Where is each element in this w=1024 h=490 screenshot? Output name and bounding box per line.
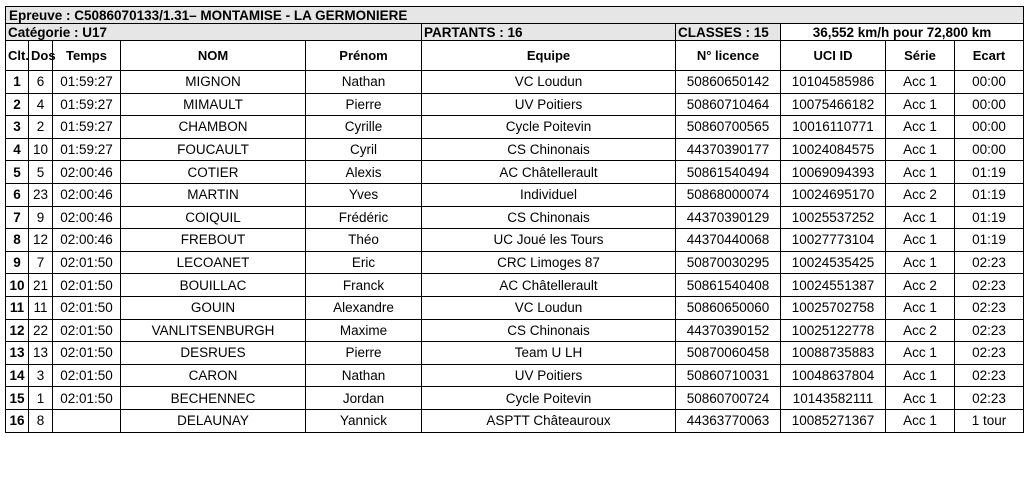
cell-serie: Acc 1 — [886, 342, 955, 365]
cell-ecart: 02:23 — [955, 342, 1024, 365]
cell-uci: 10027773104 — [781, 229, 886, 252]
table-row — [6, 409, 1024, 432]
cell-dos: 12 — [29, 229, 53, 252]
cell-uci: 10048637804 — [781, 364, 886, 387]
cell-ecart: 02:23 — [955, 296, 1024, 319]
cell-licence: 50860710031 — [676, 364, 781, 387]
cell-licence: 50861540494 — [676, 161, 781, 184]
cell-dos: 21 — [29, 274, 53, 297]
cell-nom: BECHENNEC — [121, 387, 306, 410]
cell-serie: Acc 2 — [886, 319, 955, 342]
cell-serie: Acc 1 — [886, 93, 955, 116]
table-row — [6, 387, 1024, 410]
cell-ecart: 00:00 — [955, 138, 1024, 161]
event-title-row — [6, 7, 1024, 24]
cell-uci: 10025537252 — [781, 206, 886, 229]
cell-uci: 10085271367 — [781, 409, 886, 432]
cell-licence: 44370390152 — [676, 319, 781, 342]
cell-equipe: AC Châtellerault — [422, 274, 676, 297]
cell-temps: 02:01:50 — [53, 364, 121, 387]
cell-nom: MIMAULT — [121, 93, 306, 116]
header-nom: NOM — [121, 41, 306, 71]
cell-clt: 1 — [6, 71, 29, 94]
event-title: Epreuve : C5086070133/1.31– MONTAMISE - LA GERMONIERE — [6, 7, 1024, 24]
cell-ecart: 00:00 — [955, 71, 1024, 94]
header-clt: Clt. — [6, 41, 29, 71]
cell-uci: 10088735883 — [781, 342, 886, 365]
cell-temps: 02:01:50 — [53, 296, 121, 319]
cell-nom: BOUILLAC — [121, 274, 306, 297]
cell-equipe: VC Loudun — [422, 71, 676, 94]
event-info-row — [6, 24, 1024, 41]
cell-nom: DELAUNAY — [121, 409, 306, 432]
cell-temps: 02:00:46 — [53, 161, 121, 184]
table-row — [6, 274, 1024, 297]
table-row — [6, 251, 1024, 274]
cell-licence: 50861540408 — [676, 274, 781, 297]
cell-prenom: Frédéric — [306, 206, 422, 229]
cell-licence: 50870060458 — [676, 342, 781, 365]
cell-equipe: Team U LH — [422, 342, 676, 365]
cell-temps: 02:01:50 — [53, 274, 121, 297]
cell-equipe: Individuel — [422, 183, 676, 206]
cell-nom: DESRUES — [121, 342, 306, 365]
cell-licence: 50868000074 — [676, 183, 781, 206]
header-equipe: Equipe — [422, 41, 676, 71]
cell-nom: MIGNON — [121, 71, 306, 94]
cell-temps: 01:59:27 — [53, 138, 121, 161]
cell-clt: 13 — [6, 342, 29, 365]
cell-serie: Acc 1 — [886, 71, 955, 94]
table-row — [6, 161, 1024, 184]
cell-serie: Acc 1 — [886, 364, 955, 387]
table-row — [6, 296, 1024, 319]
cell-equipe: ASPTT Châteauroux — [422, 409, 676, 432]
table-row — [6, 229, 1024, 252]
cell-clt: 3 — [6, 116, 29, 139]
cell-licence: 44370390129 — [676, 206, 781, 229]
cell-nom: GOUIN — [121, 296, 306, 319]
cell-dos: 22 — [29, 319, 53, 342]
speed-label: 36,552 km/h pour 72,800 km — [781, 24, 1024, 41]
cell-equipe: Cycle Poitevin — [422, 116, 676, 139]
cell-serie: Acc 1 — [886, 251, 955, 274]
cell-equipe: Cycle Poitevin — [422, 387, 676, 410]
results-table — [5, 6, 1024, 433]
cell-ecart: 02:23 — [955, 364, 1024, 387]
cell-licence: 44370440068 — [676, 229, 781, 252]
cell-dos: 13 — [29, 342, 53, 365]
cell-temps: 02:01:50 — [53, 319, 121, 342]
cell-dos: 1 — [29, 387, 53, 410]
classes-label: CLASSES : 15 — [676, 24, 781, 41]
cell-uci: 10143582111 — [781, 387, 886, 410]
cell-clt: 16 — [6, 409, 29, 432]
table-row — [6, 71, 1024, 94]
cell-dos: 11 — [29, 296, 53, 319]
cell-serie: Acc 1 — [886, 161, 955, 184]
cell-temps: 02:00:46 — [53, 183, 121, 206]
cell-clt: 15 — [6, 387, 29, 410]
cell-clt: 10 — [6, 274, 29, 297]
header-prenom: Prénom — [306, 41, 422, 71]
cell-prenom: Alexandre — [306, 296, 422, 319]
cell-equipe: CRC Limoges 87 — [422, 251, 676, 274]
header-uci: UCI ID — [781, 41, 886, 71]
cell-dos: 2 — [29, 116, 53, 139]
cell-equipe: CS Chinonais — [422, 319, 676, 342]
category-label: Catégorie : U17 — [6, 24, 422, 41]
cell-nom: FOUCAULT — [121, 138, 306, 161]
cell-prenom: Pierre — [306, 342, 422, 365]
cell-prenom: Franck — [306, 274, 422, 297]
partants-label: PARTANTS : 16 — [422, 24, 676, 41]
cell-nom: MARTIN — [121, 183, 306, 206]
results-sheet — [5, 6, 1023, 433]
cell-ecart: 00:00 — [955, 116, 1024, 139]
cell-prenom: Eric — [306, 251, 422, 274]
cell-prenom: Cyrille — [306, 116, 422, 139]
cell-dos: 9 — [29, 206, 53, 229]
cell-uci: 10016110771 — [781, 116, 886, 139]
cell-ecart: 02:23 — [955, 387, 1024, 410]
cell-dos: 3 — [29, 364, 53, 387]
table-row — [6, 206, 1024, 229]
cell-licence: 50870030295 — [676, 251, 781, 274]
cell-clt: 6 — [6, 183, 29, 206]
cell-serie: Acc 2 — [886, 183, 955, 206]
cell-ecart: 02:23 — [955, 319, 1024, 342]
cell-prenom: Maxime — [306, 319, 422, 342]
cell-licence: 44363770063 — [676, 409, 781, 432]
cell-prenom: Yves — [306, 183, 422, 206]
cell-dos: 23 — [29, 183, 53, 206]
cell-dos: 10 — [29, 138, 53, 161]
cell-nom: LECOANET — [121, 251, 306, 274]
cell-temps: 02:01:50 — [53, 342, 121, 365]
cell-clt: 8 — [6, 229, 29, 252]
cell-clt: 2 — [6, 93, 29, 116]
cell-licence: 44370390177 — [676, 138, 781, 161]
header-serie: Série — [886, 41, 955, 71]
table-row — [6, 116, 1024, 139]
cell-ecart: 00:00 — [955, 93, 1024, 116]
cell-clt: 7 — [6, 206, 29, 229]
cell-ecart: 01:19 — [955, 229, 1024, 252]
cell-dos: 6 — [29, 71, 53, 94]
cell-nom: VANLITSENBURGH — [121, 319, 306, 342]
column-header-row — [6, 41, 1024, 71]
cell-temps: 01:59:27 — [53, 71, 121, 94]
cell-temps — [53, 409, 121, 432]
header-licence: N° licence — [676, 41, 781, 71]
cell-licence: 50860710464 — [676, 93, 781, 116]
results-body — [6, 71, 1024, 433]
cell-prenom: Jordan — [306, 387, 422, 410]
cell-equipe: UC Joué les Tours — [422, 229, 676, 252]
cell-temps: 02:01:50 — [53, 251, 121, 274]
cell-serie: Acc 1 — [886, 138, 955, 161]
cell-uci: 10024551387 — [781, 274, 886, 297]
header-dos: Dos — [29, 41, 53, 71]
cell-uci: 10024695170 — [781, 183, 886, 206]
cell-dos: 5 — [29, 161, 53, 184]
cell-prenom: Alexis — [306, 161, 422, 184]
header-temps: Temps — [53, 41, 121, 71]
cell-serie: Acc 1 — [886, 409, 955, 432]
cell-clt: 12 — [6, 319, 29, 342]
cell-nom: COTIER — [121, 161, 306, 184]
cell-serie: Acc 1 — [886, 206, 955, 229]
cell-uci: 10075466182 — [781, 93, 886, 116]
cell-prenom: Cyril — [306, 138, 422, 161]
cell-uci: 10024084575 — [781, 138, 886, 161]
cell-dos: 8 — [29, 409, 53, 432]
cell-licence: 50860700565 — [676, 116, 781, 139]
cell-licence: 50860700724 — [676, 387, 781, 410]
table-row — [6, 342, 1024, 365]
cell-uci: 10104585986 — [781, 71, 886, 94]
cell-nom: CHAMBON — [121, 116, 306, 139]
cell-ecart: 02:23 — [955, 251, 1024, 274]
cell-temps: 02:00:46 — [53, 229, 121, 252]
cell-licence: 50860650142 — [676, 71, 781, 94]
table-row — [6, 319, 1024, 342]
cell-temps: 01:59:27 — [53, 116, 121, 139]
cell-equipe: VC Loudun — [422, 296, 676, 319]
cell-uci: 10025702758 — [781, 296, 886, 319]
table-row — [6, 364, 1024, 387]
cell-prenom: Théo — [306, 229, 422, 252]
table-row — [6, 93, 1024, 116]
cell-uci: 10069094393 — [781, 161, 886, 184]
cell-serie: Acc 2 — [886, 274, 955, 297]
cell-ecart: 02:23 — [955, 274, 1024, 297]
cell-ecart: 01:19 — [955, 161, 1024, 184]
cell-nom: CARON — [121, 364, 306, 387]
cell-serie: Acc 1 — [886, 387, 955, 410]
cell-clt: 9 — [6, 251, 29, 274]
cell-equipe: AC Châtellerault — [422, 161, 676, 184]
cell-nom: FREBOUT — [121, 229, 306, 252]
cell-serie: Acc 1 — [886, 296, 955, 319]
header-ecart: Ecart — [955, 41, 1024, 71]
cell-ecart: 01:19 — [955, 183, 1024, 206]
cell-temps: 02:00:46 — [53, 206, 121, 229]
cell-equipe: UV Poitiers — [422, 93, 676, 116]
cell-equipe: CS Chinonais — [422, 138, 676, 161]
cell-licence: 50860650060 — [676, 296, 781, 319]
cell-serie: Acc 1 — [886, 116, 955, 139]
cell-serie: Acc 1 — [886, 229, 955, 252]
cell-clt: 4 — [6, 138, 29, 161]
cell-prenom: Pierre — [306, 93, 422, 116]
cell-prenom: Nathan — [306, 71, 422, 94]
table-row — [6, 183, 1024, 206]
cell-ecart: 01:19 — [955, 206, 1024, 229]
cell-equipe: CS Chinonais — [422, 206, 676, 229]
table-row — [6, 138, 1024, 161]
cell-temps: 02:01:50 — [53, 387, 121, 410]
cell-ecart: 1 tour — [955, 409, 1024, 432]
cell-prenom: Nathan — [306, 364, 422, 387]
cell-clt: 14 — [6, 364, 29, 387]
cell-clt: 11 — [6, 296, 29, 319]
cell-equipe: UV Poitiers — [422, 364, 676, 387]
cell-dos: 4 — [29, 93, 53, 116]
cell-prenom: Yannick — [306, 409, 422, 432]
cell-uci: 10025122778 — [781, 319, 886, 342]
cell-nom: COIQUIL — [121, 206, 306, 229]
cell-uci: 10024535425 — [781, 251, 886, 274]
cell-temps: 01:59:27 — [53, 93, 121, 116]
cell-clt: 5 — [6, 161, 29, 184]
cell-dos: 7 — [29, 251, 53, 274]
